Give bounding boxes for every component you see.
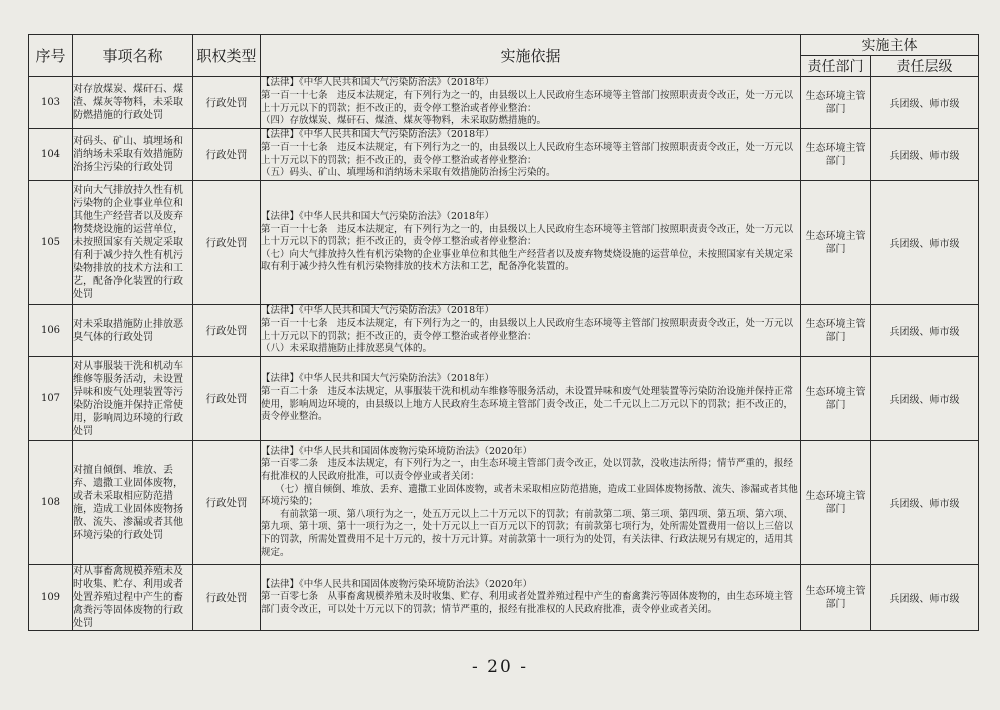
basis-article: 第一百一十七条 违反本法规定，有下列行为之一的，由县级以上人民政府生态环境等主管部门按照职责责令改正，处一万元以上十万元以下的罚款；拒不改正的，责令停工整治或者停业整治： <box>261 141 794 166</box>
responsible-dept: 生态环境主管部门 <box>801 357 871 441</box>
page-number: - 20 - <box>472 657 528 677</box>
basis-clause: （四）存放煤炭、煤矸石、煤渣、煤灰等物料，未采取防燃措施的。 <box>261 115 547 127</box>
legal-basis <box>261 129 801 181</box>
basis-law: 【法律】《中华人民共和国固体废物污染环境防治法》（2020年） <box>261 578 533 590</box>
responsible-level: 兵团级、师市级 <box>871 77 979 129</box>
basis-law: 【法律】《中华人民共和国大气污染防治法》（2018年） <box>261 211 495 223</box>
authority-table <box>28 34 979 631</box>
row-number: 107 <box>29 357 73 441</box>
authority-type: 行政处罚 <box>193 181 261 305</box>
basis-clause: （五）码头、矿山、填埋场和消纳场未采取有效措施防治扬尘污染的。 <box>261 167 556 179</box>
header-basis: 实施依据 <box>261 35 801 77</box>
basis-article: 第一百零二条 违反本法规定，有下列行为之一，由生态环境主管部门责令改正，处以罚款，没收违法所得；情节严重的，报经有批准权的人民政府批准，可以责令停业或者关闭： <box>261 458 794 483</box>
basis-article: 第一百零七条 从事畜禽规模养殖未及时收集、贮存、利用或者处置养殖过程中产生的畜禽粪污等固体废物的，由生态环境主管部门责令改正，可以处十万元以下的罚款；情节严重的，报经有批准权的人民政府批准，责令停业或者关闭。 <box>261 591 794 615</box>
header-subject: 实施主体 <box>801 35 979 56</box>
row-number: 104 <box>29 129 73 181</box>
legal-basis <box>261 357 801 441</box>
document-page <box>28 34 978 631</box>
row-number: 105 <box>29 181 73 305</box>
row-number: 109 <box>29 565 73 631</box>
legal-basis <box>261 441 801 565</box>
responsible-dept: 生态环境主管部门 <box>801 181 871 305</box>
responsible-level: 兵团级、师市级 <box>871 305 979 357</box>
basis-clause: （七）擅自倾倒、堆放、丢弃、遗撒工业固体废物，或者未采取相应防范措施，造成工业固体废物扬散、流失、渗漏或者其他环境污染的； <box>261 483 798 508</box>
header-type: 职权类型 <box>193 35 261 77</box>
header-no: 序号 <box>29 35 73 77</box>
header-level: 责任层级 <box>871 56 979 77</box>
responsible-dept: 生态环境主管部门 <box>801 77 871 129</box>
basis-law: 【法律】《中华人民共和国大气污染防治法》（2018年） <box>261 373 495 385</box>
basis-article: 第一百一十七条 违反本法规定，有下列行为之一的，由县级以上人民政府生态环境等主管部门按照职责责令改正，处一万元以上十万元以下的罚款；拒不改正的，责令停工整治或者停业整治： <box>261 317 794 342</box>
item-name: 对未采取措施防止排放恶臭气体的行政处罚 <box>73 305 193 357</box>
table-row <box>29 357 979 441</box>
authority-type: 行政处罚 <box>193 129 261 181</box>
legal-basis <box>261 77 801 129</box>
responsible-level: 兵团级、师市级 <box>871 181 979 305</box>
basis-article: 第一百二十条 违反本法规定，从事服装干洗和机动车维修等服务活动，未设置异味和废气处理装置等污染防治设施并保持正常使用，影响周边环境的，由县级以上地方人民政府生态环境主管部门责令改正，处二千元以上二万元以下的罚款；拒不改正的，责令停业整治。 <box>261 385 794 423</box>
basis-article: 第一百一十七条 违反本法规定，有下列行为之一的，由县级以上人民政府生态环境等主管部门按照职责责令改正，处一万元以上十万元以下的罚款；拒不改正的，责令停工整治或者停业整治： <box>261 89 794 114</box>
basis-law: 【法律】《中华人民共和国大气污染防治法》（2018年） <box>261 77 495 89</box>
responsible-level: 兵团级、师市级 <box>871 565 979 631</box>
authority-type: 行政处罚 <box>193 77 261 129</box>
header-dept: 责任部门 <box>801 56 871 77</box>
authority-type: 行政处罚 <box>193 305 261 357</box>
table-row <box>29 181 979 305</box>
basis-law: 【法律】《中华人民共和国大气污染防治法》（2018年） <box>261 129 495 141</box>
basis-penalty: 有前款第一项、第八项行为之一，处五万元以上二十万元以下的罚款；有前款第二项、第三项、第四项、第五项、第六项、第九项、第十项、第十一项行为之一，处十万元以上一百万元以下的罚款；有前款第七项行为，处所需处置费用一倍以上三倍以下的罚款，所需处置费用不足十万元的，按十万元计算。对前款第十一项行为的处罚，有关法律、行政法规另有规定的，适用其规定。 <box>261 508 794 558</box>
row-number: 103 <box>29 77 73 129</box>
basis-law: 【法律】《中华人民共和国固体废物污染环境防治法》（2020年） <box>261 445 533 457</box>
row-number: 108 <box>29 441 73 565</box>
responsible-dept: 生态环境主管部门 <box>801 129 871 181</box>
item-name: 对向大气排放持久性有机污染物的企业事业单位和其他生产经营者以及废弃物焚烧设施的运营单位，未按照国家有关规定采取有利于减少持久性有机污染物排放的技术方法和工艺，配备净化装置的行政处罚 <box>73 181 193 305</box>
authority-type: 行政处罚 <box>193 565 261 631</box>
table-row <box>29 305 979 357</box>
row-number: 106 <box>29 305 73 357</box>
basis-clause: （八）未采取措施防止排放恶臭气体的。 <box>261 343 433 355</box>
table-row <box>29 565 979 631</box>
item-name: 对存放煤炭、煤矸石、煤渣、煤灰等物料，未采取防燃措施的行政处罚 <box>73 77 193 129</box>
item-name: 对从事服装干洗和机动车维修等服务活动，未设置异味和废气处理装置等污染防治设施并保持正常使用，影响周边环境的行政处罚 <box>73 357 193 441</box>
basis-law: 【法律】《中华人民共和国大气污染防治法》（2018年） <box>261 305 495 317</box>
responsible-level: 兵团级、师市级 <box>871 129 979 181</box>
basis-article: 第一百一十七条 违反本法规定，有下列行为之一的，由县级以上人民政府生态环境等主管部门按照职责责令改正，处一万元以上十万元以下的罚款；拒不改正的，责令停工整治或者停业整治： <box>261 223 794 248</box>
table-row <box>29 441 979 565</box>
item-name: 对从事畜禽规模养殖未及时收集、贮存、利用或者处置养殖过程中产生的畜禽粪污等固体废物的行政处罚 <box>73 565 193 631</box>
legal-basis <box>261 181 801 305</box>
table-row <box>29 77 979 129</box>
header-item: 事项名称 <box>73 35 193 77</box>
authority-type: 行政处罚 <box>193 357 261 441</box>
responsible-level: 兵团级、师市级 <box>871 357 979 441</box>
responsible-dept: 生态环境主管部门 <box>801 305 871 357</box>
legal-basis <box>261 305 801 357</box>
item-name: 对擅自倾倒、堆放、丢弃、遗撒工业固体废物，或者未采取相应防范措施，造成工业固体废物扬散、流失、渗漏或者其他环境污染的行政处罚 <box>73 441 193 565</box>
responsible-dept: 生态环境主管部门 <box>801 441 871 565</box>
authority-type: 行政处罚 <box>193 441 261 565</box>
basis-clause: （七）向大气排放持久性有机污染物的企业事业单位和其他生产经营者以及废弃物焚烧设施的运营单位，未按照国家有关规定采取有利于减少持久性有机污染物排放的技术方法和工艺，配备净化装置的。 <box>261 248 794 273</box>
responsible-dept: 生态环境主管部门 <box>801 565 871 631</box>
responsible-level: 兵团级、师市级 <box>871 441 979 565</box>
item-name: 对码头、矿山、填埋场和消纳场未采取有效措施防治扬尘污染的行政处罚 <box>73 129 193 181</box>
table-row <box>29 129 979 181</box>
legal-basis <box>261 565 801 631</box>
